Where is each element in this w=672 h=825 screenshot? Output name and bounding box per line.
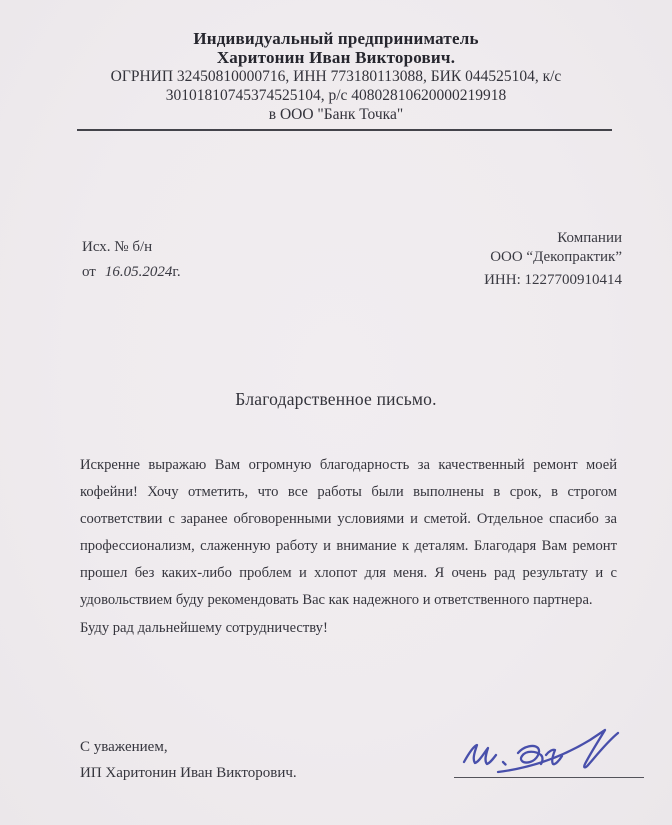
outgoing-date (82, 264, 181, 281)
closing-block (80, 734, 297, 786)
recipient-label: Компании (557, 230, 622, 246)
signature-ink-icon (452, 722, 648, 782)
recipient-block (484, 229, 622, 290)
letterhead-requisites-line2: 30101810745374525104, р/с 40802810620000219918 (165, 87, 507, 104)
letterhead (0, 29, 672, 124)
handwritten-signature (452, 722, 648, 782)
outgoing-date-suffix: г. (172, 264, 181, 280)
letterhead-requisites-line1: ОГРНИП 32450810000716, ИНН 773180113088, БИК 044525104, к/с (110, 68, 562, 85)
letterhead-divider (77, 129, 612, 131)
closing-signatory-name: ИП Харитонин Иван Викторович. (80, 765, 297, 781)
outgoing-date-value: 16.05.2024 (104, 264, 173, 280)
recipient-company-name: ООО “Декопрактик” (490, 249, 622, 265)
outgoing-date-prefix: от (82, 264, 96, 280)
signature-line (454, 777, 644, 778)
closing-regards: С уважением, (80, 739, 168, 755)
letter-title: Благодарственное письмо. (235, 389, 437, 409)
letterhead-bank-name: в ООО "Банк Точка" (268, 106, 404, 123)
letter-body-paragraph: Искренне выражаю Вам огромную благодарность за качественный ремонт моей кофейни! Хочу отметить, что все работы были выполнены в срок, в строгом соответствии с заранее обговоренными условиями и сметой. Отдельное спасибо за профессионализм, слаженную работу и внимание к деталям. Благодаря Вам ремонт прошел без каких-либо проблем и хлопот для меня. Я очень рад результату и с удовольствием буду рекомендовать Вас как надежного и ответственного партнера. (80, 457, 617, 608)
recipient-inn: ИНН: 1227700910414 (484, 272, 622, 288)
letterhead-entity-name: Харитонин Иван Викторович. (216, 48, 456, 67)
letter-body-final-line: Буду рад дальнейшему сотрудничеству! (80, 620, 328, 636)
letterhead-entity-type: Индивидуальный предприниматель (193, 29, 479, 48)
outgoing-number: Исх. № б/н (82, 239, 153, 255)
outgoing-reference-block (82, 239, 181, 281)
